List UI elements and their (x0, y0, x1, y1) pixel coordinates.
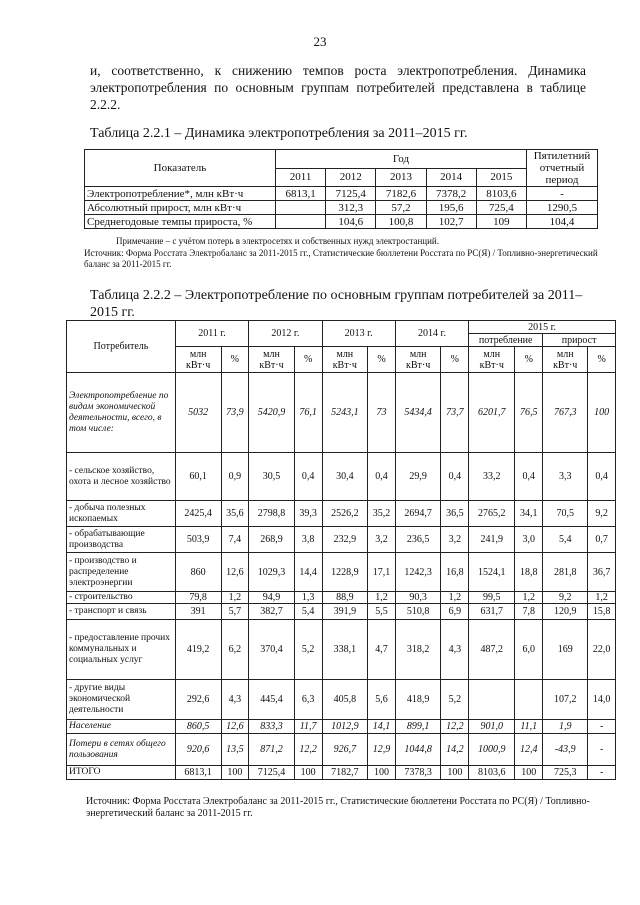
t1-row-label: Абсолютный прирост, млн кВт·ч (85, 201, 276, 215)
t2-cell: 79,8 (175, 592, 221, 604)
t2-cell: 0,9 (221, 453, 249, 501)
t2-row-label: Потери в сетях общего пользования (67, 734, 176, 766)
t2-row (67, 553, 616, 592)
t2-cell: 4,7 (368, 620, 396, 680)
t1-cell: 109 (476, 215, 526, 229)
t2-cell: 833,3 (249, 720, 295, 734)
t1-cell: 195,6 (426, 201, 476, 215)
t2-cell: 405,8 (322, 680, 368, 720)
t2-row-label: - предоставление прочих коммунальных и социальных услуг (67, 620, 176, 680)
t2-row (67, 720, 616, 734)
t2-cell: 767,3 (543, 373, 588, 453)
t2-cell: 382,7 (249, 604, 295, 620)
t2-cell: 30,4 (322, 453, 368, 501)
t2-cell: 8103,6 (469, 766, 515, 780)
t2-cell: 76,5 (515, 373, 543, 453)
t2-cell: 318,2 (395, 620, 441, 680)
t2-row (67, 604, 616, 620)
t2-cell: 100 (368, 766, 396, 780)
t2-cell: 899,1 (395, 720, 441, 734)
t2-cell: 73 (368, 373, 396, 453)
t2-cell: 871,2 (249, 734, 295, 766)
table1-title: Таблица 2.2.1 – Динамика электропотребления за 2011–2015 гг. (90, 126, 468, 141)
t2-cell: 5,2 (294, 620, 322, 680)
t1-cell: 104,6 (326, 215, 376, 229)
t1-year: 2013 (376, 168, 426, 187)
t2-cell: 1,2 (588, 592, 616, 604)
t2-cell: 6,9 (441, 604, 469, 620)
t2-cell: -43,9 (543, 734, 588, 766)
t2-cell: 22,0 (588, 620, 616, 680)
t2-cell: 5434,4 (395, 373, 441, 453)
t2-cell: 338,1 (322, 620, 368, 680)
t2-cell: 0,7 (588, 527, 616, 553)
t2-cell: 2798,8 (249, 501, 295, 527)
t1-cell: 102,7 (426, 215, 476, 229)
t2-cell: 13,5 (221, 734, 249, 766)
t2-cell: 7,8 (515, 604, 543, 620)
t2-unit-header: млн кВт·ч (322, 347, 368, 373)
t2-cell: 3,3 (543, 453, 588, 501)
t1-row (85, 215, 598, 229)
t2-header-consumer: Потребитель (67, 321, 176, 373)
t1-year: 2014 (426, 168, 476, 187)
t2-row (67, 453, 616, 501)
t1-cell (276, 215, 326, 229)
t2-unit-header: млн кВт·ч (395, 347, 441, 373)
t2-cell: 1,2 (441, 592, 469, 604)
t2-row-label: - производство и распределение электроэнергии (67, 553, 176, 592)
t2-cell: 1,2 (515, 592, 543, 604)
t2-cell: 1,2 (221, 592, 249, 604)
t2-cell: - (588, 734, 616, 766)
t2-cell: 2694,7 (395, 501, 441, 527)
t2-cell: 15,8 (588, 604, 616, 620)
t2-cell: 14,1 (368, 720, 396, 734)
t2-cell: 236,5 (395, 527, 441, 553)
t2-row-label: - другие виды экономической деятельности (67, 680, 176, 720)
t2-cell: 12,4 (515, 734, 543, 766)
table1-source: Источник: Форма Росстата Электробаланс за 2011-2015 гг., Статистические бюллетени Росстата по РС(Я) / Топливно-энергетический баланс за 2011-2015 гг. (84, 248, 598, 269)
t2-cell: 3,8 (294, 527, 322, 553)
t2-cell: 11,7 (294, 720, 322, 734)
t2-cell: 120,9 (543, 604, 588, 620)
t2-row (67, 527, 616, 553)
t2-cell: 503,9 (175, 527, 221, 553)
t2-cell: 7378,3 (395, 766, 441, 780)
t1-row (85, 201, 598, 215)
t2-row (67, 592, 616, 604)
t2-cell: 100 (588, 373, 616, 453)
t2-cell: 3,0 (515, 527, 543, 553)
t2-cell: 6,2 (221, 620, 249, 680)
t2-cell: 34,1 (515, 501, 543, 527)
t2-cell: 30,5 (249, 453, 295, 501)
t2-cell: 725,3 (543, 766, 588, 780)
t2-unit-header: млн кВт·ч (249, 347, 295, 373)
t1-cell: 1290,5 (527, 201, 598, 215)
t2-year: 2012 г. (249, 321, 322, 347)
t2-cell: - (588, 720, 616, 734)
t2-cell: 1012,9 (322, 720, 368, 734)
t2-cell: 18,8 (515, 553, 543, 592)
t2-cell: 60,1 (175, 453, 221, 501)
t2-row (67, 620, 616, 680)
t2-cell: 4,3 (221, 680, 249, 720)
t2-cell: 0,4 (368, 453, 396, 501)
t2-cell: 232,9 (322, 527, 368, 553)
table1 (84, 149, 598, 229)
t2-pct-header: % (588, 347, 616, 373)
t2-year: 2013 г. (322, 321, 395, 347)
t2-cell: 94,9 (249, 592, 295, 604)
t2-cell: 73,7 (441, 373, 469, 453)
t2-cell: 17,1 (368, 553, 396, 592)
t2-cell: 16,8 (441, 553, 469, 592)
t2-cell: 5,7 (221, 604, 249, 620)
t2-cell: 169 (543, 620, 588, 680)
t2-pct-header: % (221, 347, 249, 373)
t2-cell: 100 (441, 766, 469, 780)
t1-cell: 725,4 (476, 201, 526, 215)
t2-row (67, 766, 616, 780)
t2-cell: 3,2 (368, 527, 396, 553)
t2-cell: 5,5 (368, 604, 396, 620)
t1-header-period: Пятилетний отчетный период (527, 150, 598, 187)
t2-cell: 14,4 (294, 553, 322, 592)
t2-cell: 14,2 (441, 734, 469, 766)
t2-cell: 418,9 (395, 680, 441, 720)
t2-cell: 268,9 (249, 527, 295, 553)
t2-cell: 100 (515, 766, 543, 780)
t1-cell: 312,3 (326, 201, 376, 215)
t1-year: 2012 (326, 168, 376, 187)
t2-cell: 12,6 (221, 553, 249, 592)
t2-row (67, 734, 616, 766)
t2-sub-growth: прирост (543, 334, 616, 347)
t2-cell: 487,2 (469, 620, 515, 680)
t2-unit-header: млн кВт·ч (469, 347, 515, 373)
t2-cell: 6813,1 (175, 766, 221, 780)
t2-cell: 391,9 (322, 604, 368, 620)
t2-cell: 2425,4 (175, 501, 221, 527)
t1-header-year: Год (276, 150, 527, 169)
t2-cell: 901,0 (469, 720, 515, 734)
t2-unit-header: млн кВт·ч (543, 347, 588, 373)
t2-cell: 5,4 (294, 604, 322, 620)
t2-cell: 5,2 (441, 680, 469, 720)
t2-cell: 6201,7 (469, 373, 515, 453)
t2-cell: 281,8 (543, 553, 588, 592)
t1-cell: 104,4 (527, 215, 598, 229)
t1-cell: - (527, 187, 598, 201)
t2-row-label: ИТОГО (67, 766, 176, 780)
t1-row-label: Электропотребление*, млн кВт·ч (85, 187, 276, 201)
t2-cell: 1,3 (294, 592, 322, 604)
t2-pct-header: % (368, 347, 396, 373)
t1-cell: 6813,1 (276, 187, 326, 201)
t2-row-label: - транспорт и связь (67, 604, 176, 620)
t2-cell: 1044,8 (395, 734, 441, 766)
t2-pct-header: % (294, 347, 322, 373)
t2-cell: 7182,7 (322, 766, 368, 780)
t2-cell: 419,2 (175, 620, 221, 680)
t2-cell: 12,2 (294, 734, 322, 766)
t2-cell: 36,5 (441, 501, 469, 527)
t2-row (67, 373, 616, 453)
t1-header-indicator: Показатель (85, 150, 276, 187)
t2-cell: 88,9 (322, 592, 368, 604)
t1-year: 2015 (476, 168, 526, 187)
t2-cell: 5,4 (543, 527, 588, 553)
t2-cell: 6,0 (515, 620, 543, 680)
t2-cell: 5,6 (368, 680, 396, 720)
t2-cell: 76,1 (294, 373, 322, 453)
t2-cell (469, 680, 515, 720)
t2-cell: 445,4 (249, 680, 295, 720)
intro-paragraph: и, соответственно, к снижению темпов роста электропотребления. Динамика электропотребления по основным группам потребителей представлена в таблице 2.2.2. (90, 63, 586, 112)
t2-cell: 5032 (175, 373, 221, 453)
t2-cell: 5243,1 (322, 373, 368, 453)
t2-cell: 100 (221, 766, 249, 780)
t2-cell: - (588, 766, 616, 780)
t2-cell: 1,9 (543, 720, 588, 734)
t2-cell: 2526,2 (322, 501, 368, 527)
t2-cell: 29,9 (395, 453, 441, 501)
t2-cell: 1228,9 (322, 553, 368, 592)
t2-row-label: - добыча полезных ископаемых (67, 501, 176, 527)
t2-cell: 12,6 (221, 720, 249, 734)
t2-row-label: - строительство (67, 592, 176, 604)
t2-cell: 1,2 (368, 592, 396, 604)
t2-cell: 0,4 (515, 453, 543, 501)
t2-cell: 370,4 (249, 620, 295, 680)
t1-row (85, 187, 598, 201)
t2-cell: 860 (175, 553, 221, 592)
t2-cell: 35,2 (368, 501, 396, 527)
t2-cell: 1524,1 (469, 553, 515, 592)
t2-cell: 107,2 (543, 680, 588, 720)
t2-cell: 926,7 (322, 734, 368, 766)
t2-cell: 39,3 (294, 501, 322, 527)
t2-cell: 860,5 (175, 720, 221, 734)
t2-cell: 3,2 (441, 527, 469, 553)
t2-cell: 11,1 (515, 720, 543, 734)
t1-year: 2011 (276, 168, 326, 187)
t2-cell: 99,5 (469, 592, 515, 604)
t1-row-label: Среднегодовые темпы прироста, % (85, 215, 276, 229)
t2-cell: 510,8 (395, 604, 441, 620)
table2-source: Источник: Форма Росстата Электробаланс за 2011-2015 гг., Статистические бюллетени Росстата по РС(Я) / Топливно-энергетический баланс за 2011-2015 гг. (86, 796, 590, 819)
t2-cell: 391 (175, 604, 221, 620)
t2-cell: 1029,3 (249, 553, 295, 592)
t2-cell: 6,3 (294, 680, 322, 720)
t2-cell: 100 (294, 766, 322, 780)
t2-cell: 73,9 (221, 373, 249, 453)
t2-year: 2011 г. (175, 321, 248, 347)
t2-cell: 292,6 (175, 680, 221, 720)
t2-cell: 0,4 (441, 453, 469, 501)
t1-cell: 7378,2 (426, 187, 476, 201)
t2-cell: 35,6 (221, 501, 249, 527)
t1-cell: 100,8 (376, 215, 426, 229)
t2-unit-header: млн кВт·ч (175, 347, 221, 373)
t2-cell: 631,7 (469, 604, 515, 620)
table2-title: Таблица 2.2.2 – Электропотребление по основным группам потребителей за 2011–2015 гг. (90, 288, 583, 320)
t2-year: 2015 г. (469, 321, 616, 334)
t2-cell: 9,2 (543, 592, 588, 604)
t2-cell: 920,6 (175, 734, 221, 766)
t2-cell: 7125,4 (249, 766, 295, 780)
t2-pct-header: % (515, 347, 543, 373)
t2-cell: 1000,9 (469, 734, 515, 766)
t2-cell: 9,2 (588, 501, 616, 527)
t2-cell: 12,9 (368, 734, 396, 766)
t2-cell: 70,5 (543, 501, 588, 527)
t2-cell: 7,4 (221, 527, 249, 553)
t1-cell: 7125,4 (326, 187, 376, 201)
t2-cell: 0,4 (588, 453, 616, 501)
t2-row-label: Население (67, 720, 176, 734)
t1-cell: 57,2 (376, 201, 426, 215)
t2-cell (515, 680, 543, 720)
page-number: 23 (313, 34, 327, 49)
t1-cell: 8103,6 (476, 187, 526, 201)
t2-cell: 90,3 (395, 592, 441, 604)
t2-cell: 33,2 (469, 453, 515, 501)
t2-cell: 0,4 (294, 453, 322, 501)
t2-cell: 5420,9 (249, 373, 295, 453)
t2-cell: 14,0 (588, 680, 616, 720)
t2-row (67, 680, 616, 720)
t2-sub-consumption: потребление (469, 334, 543, 347)
table1-note: Примечание – с учётом потерь в электросетях и собственных нужд электростанций. (116, 236, 439, 246)
t2-pct-header: % (441, 347, 469, 373)
t2-cell: 36,7 (588, 553, 616, 592)
t2-cell: 1242,3 (395, 553, 441, 592)
t2-cell: 2765,2 (469, 501, 515, 527)
t2-cell: 12,2 (441, 720, 469, 734)
t2-cell: 4,3 (441, 620, 469, 680)
t2-year: 2014 г. (395, 321, 468, 347)
t2-row-label: Электропотребление по видам экономической деятельности, всего, в том числе: (67, 373, 176, 453)
table2 (66, 320, 616, 780)
t1-cell (276, 201, 326, 215)
t1-cell: 7182,6 (376, 187, 426, 201)
t2-row (67, 501, 616, 527)
t2-row-label: - сельское хозяйство, охота и лесное хозяйство (67, 453, 176, 501)
t2-row-label: - обрабатывающие производства (67, 527, 176, 553)
t2-cell: 241,9 (469, 527, 515, 553)
